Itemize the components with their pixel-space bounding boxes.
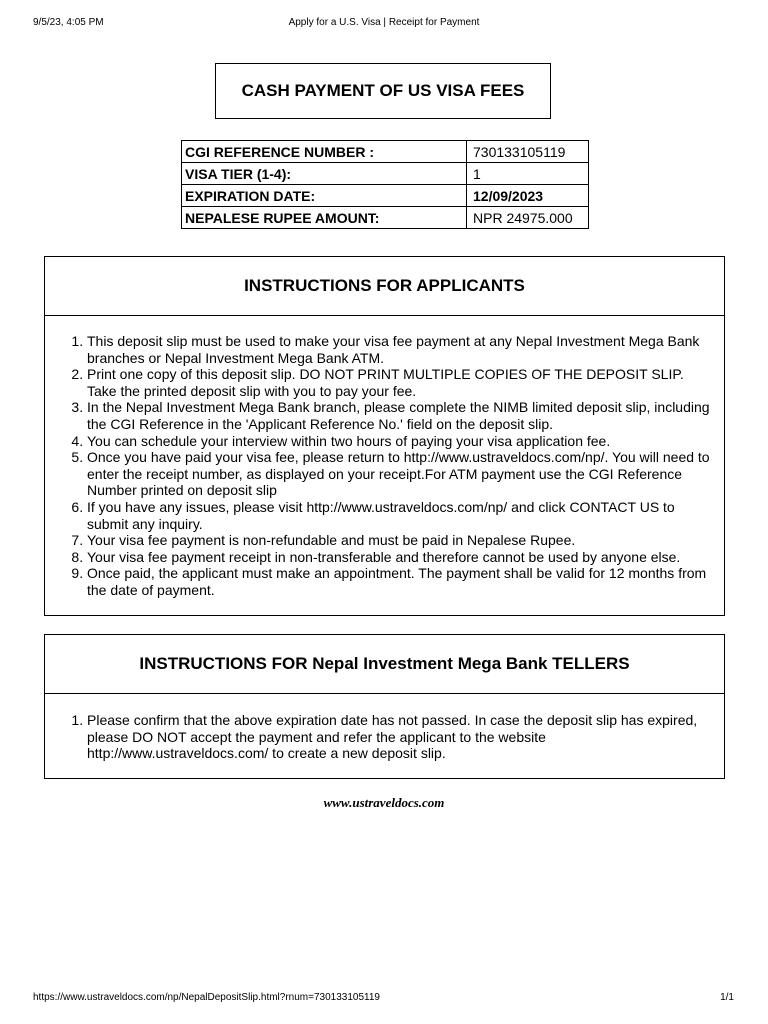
applicant-instructions-list [45, 316, 724, 599]
list-item: 1. Please confirm that the above expiration date has not passed. In case the deposit slip has expired, please DO NOT accept the payment and refer the applicant to the website http://www.ustraveldocs.com/ to create a new deposit slip. [87, 712, 716, 762]
list-item: 6. If you have any issues, please visit http://www.ustraveldocs.com/np/ and click CONTACT US to submit any inquiry. [87, 499, 716, 532]
rupee-amount-value: NPR 24975.000 [467, 207, 589, 229]
table-row [182, 163, 589, 185]
list-item: 5. Once you have paid your visa fee, please return to http://www.ustraveldocs.com/np/. You will need to enter the receipt number, as displayed on your receipt.For ATM payment use the CGI Reference Number printed on deposit slip [87, 449, 716, 499]
teller-instructions-list [45, 694, 724, 762]
print-header [0, 17, 768, 31]
table-row [182, 141, 589, 163]
print-page-title: Apply for a U.S. Visa | Receipt for Payment [288, 17, 480, 28]
applicant-instructions-panel [44, 256, 725, 616]
list-item: 4. You can schedule your interview within two hours of paying your visa application fee. [87, 433, 716, 450]
table-row [182, 207, 589, 229]
list-item: 2. Print one copy of this deposit slip. DO NOT PRINT MULTIPLE COPIES OF THE DEPOSIT SLIP. Take the printed deposit slip with you to pay your fee. [87, 366, 716, 399]
reference-info-table [181, 140, 589, 229]
visa-tier-label: VISA TIER (1-4): [182, 163, 467, 185]
list-item: 8. Your visa fee payment receipt in non-transferable and therefore cannot be used by anyone else. [87, 549, 716, 566]
cgi-reference-value: 730133105119 [467, 141, 589, 163]
teller-instructions-heading: INSTRUCTIONS FOR Nepal Investment Mega Bank TELLERS [45, 635, 724, 694]
expiration-date-value: 12/09/2023 [467, 185, 589, 207]
table-row [182, 185, 589, 207]
rupee-amount-label: NEPALESE RUPEE AMOUNT: [182, 207, 467, 229]
list-item: 1. This deposit slip must be used to make your visa fee payment at any Nepal Investment Mega Bank branches or Nepal Investment Mega Bank ATM. [87, 333, 716, 366]
visa-tier-value: 1 [467, 163, 589, 185]
print-datetime: 9/5/23, 4:05 PM [33, 17, 104, 28]
document-title: CASH PAYMENT OF US VISA FEES [215, 63, 551, 119]
page-number: 1/1 [720, 992, 734, 1003]
print-url: https://www.ustraveldocs.com/np/NepalDepositSlip.html?rnum=730133105119 [33, 992, 380, 1003]
list-item: 9. Once paid, the applicant must make an appointment. The payment shall be valid for 12 months from the date of payment. [87, 565, 716, 598]
cgi-reference-label: CGI REFERENCE NUMBER : [182, 141, 467, 163]
site-footer-link[interactable]: www.ustraveldocs.com [323, 795, 445, 810]
teller-instructions-panel [44, 634, 725, 779]
list-item: 7. Your visa fee payment is non-refundable and must be paid in Nepalese Rupee. [87, 532, 716, 549]
expiration-date-label: EXPIRATION DATE: [182, 185, 467, 207]
list-item: 3. In the Nepal Investment Mega Bank branch, please complete the NIMB limited deposit slip, including the CGI Reference in the 'Applicant Reference No.' field on the deposit slip. [87, 399, 716, 432]
applicant-instructions-heading: INSTRUCTIONS FOR APPLICANTS [45, 257, 724, 316]
